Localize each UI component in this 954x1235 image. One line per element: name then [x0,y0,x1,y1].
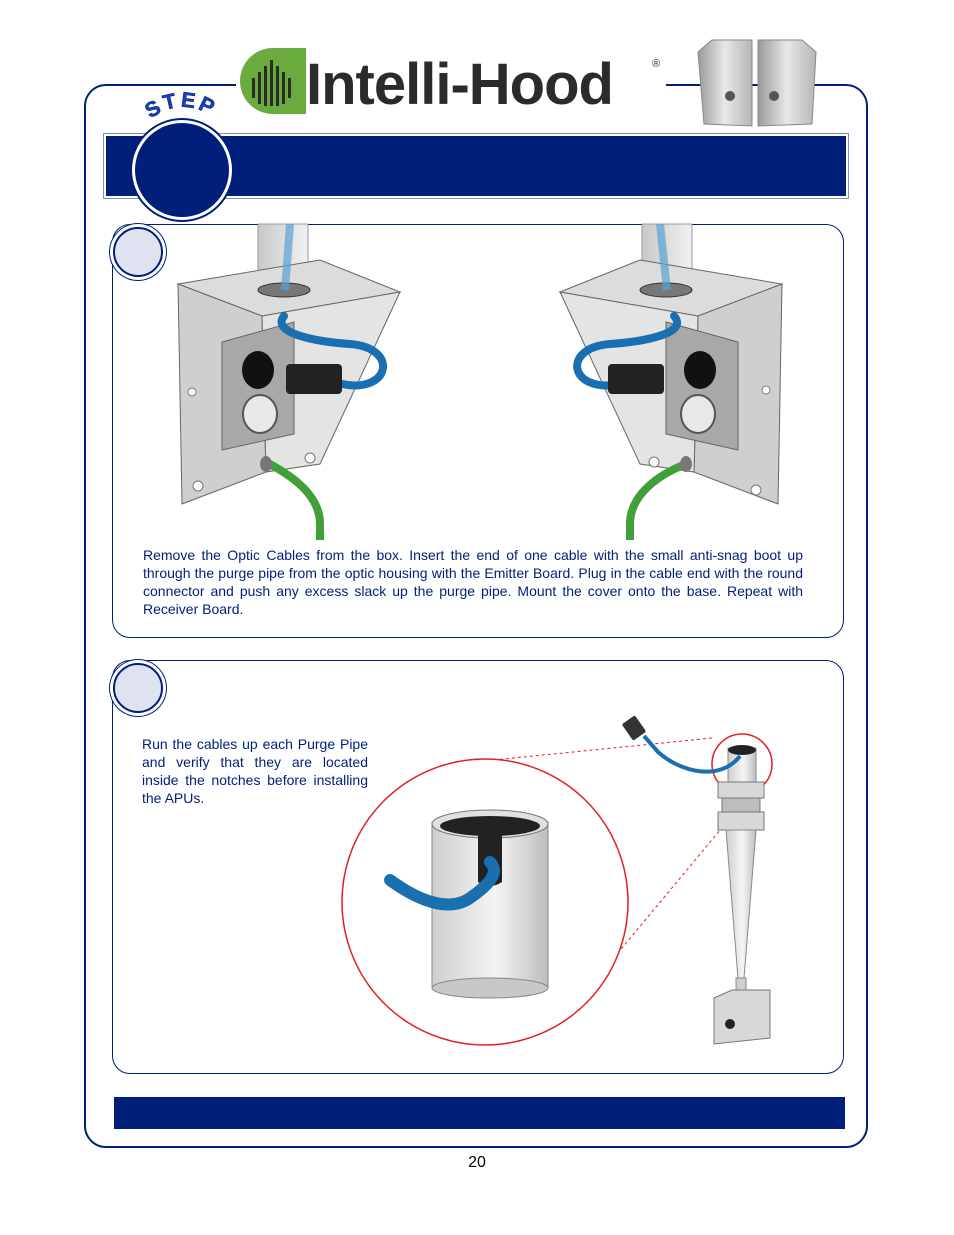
logo-wordmark: Intelli-Hood [306,52,613,117]
registered-mark: ® [652,58,661,70]
receiver-housing-illustration [550,224,790,540]
instruction-text-1: Remove the Optic Cables from the box. Insert the end of one cable with the small anti-snag boot up through the purge pipe from the optic housing with the Emitter Board. Plug in the cable end with the round connector and push any excess slack up the purge pipe. Mount the cover onto the base. Repeat with Receiver Board. [143,547,803,617]
purge-pipe-zoom-illustration [340,712,780,1062]
logo-connector-line [666,84,694,86]
step-label-text: STEP [141,88,221,123]
bottom-bar [114,1097,845,1129]
sensor-housings-image [694,38,820,130]
step-number-circle [132,120,232,220]
substep-badge-2 [113,663,163,713]
logo-bars-icon [240,48,306,114]
emitter-housing-illustration [170,224,410,540]
svg-text:STEP [141,88,220,122]
substep-badge-1 [113,227,163,277]
step-label-arc [138,88,228,126]
page-number: 20 [468,1154,486,1171]
instruction-text-2: Run the cables up each Purge Pipe and verify that they are located inside the notches before installing the APUs. [142,736,368,806]
